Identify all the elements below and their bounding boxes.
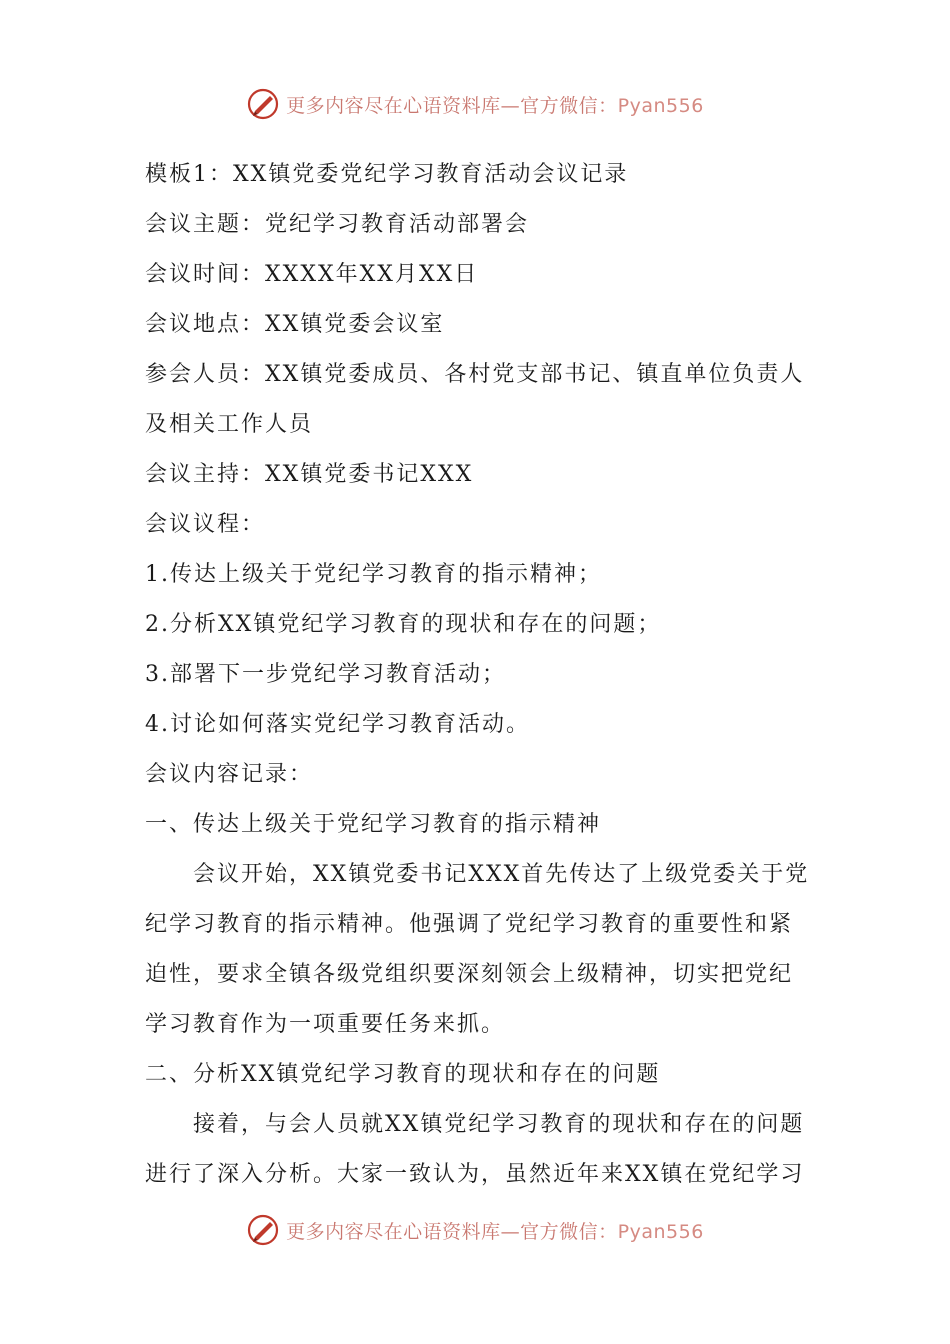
paragraph-line: 会议开始，XX镇党委书记XXX首先传达了上级党委关于党 (193, 862, 810, 887)
meeting-host: 会议主持：XX镇党委书记XXX (145, 462, 474, 487)
doc-title: 模板1：XX镇党委党纪学习教育活动会议记录 (145, 162, 629, 187)
record-heading: 会议内容记录： (145, 762, 314, 787)
watermark-contact: Pyan556 (617, 94, 704, 117)
paragraph-line: 进行了深入分析。大家一致认为，虽然近年来XX镇在党纪学习 (145, 1162, 805, 1187)
meeting-topic: 会议主题：党纪学习教育活动部署会 (145, 212, 530, 237)
agenda-heading: 会议议程： (145, 512, 266, 537)
watermark-text: 更多内容尽在心语资料库—官方微信：Pyan556 (286, 94, 704, 117)
meeting-location: 会议地点：XX镇党委会议室 (145, 312, 445, 337)
pen-logo-icon (246, 87, 280, 121)
paragraph-line: 接着，与会人员就XX镇党纪学习教育的现状和存在的问题 (193, 1112, 805, 1137)
section-heading: 二、分析XX镇党纪学习教育的现状和存在的问题 (145, 1062, 661, 1087)
meeting-time: 会议时间：XXXX年XX月XX日 (145, 262, 479, 287)
agenda-item: 3.部署下一步党纪学习教育活动； (145, 662, 506, 687)
attendees: 参会人员：XX镇党委成员、各村党支部书记、镇直单位负责人 (145, 362, 805, 387)
paragraph-line: 学习教育作为一项重要任务来抓。 (145, 1012, 506, 1037)
section-heading: 一、传达上级关于党纪学习教育的指示精神 (145, 812, 602, 837)
watermark-contact: Pyan556 (617, 1220, 704, 1243)
pen-logo-icon (246, 1213, 280, 1247)
agenda-item: 2.分析XX镇党纪学习教育的现状和存在的问题； (145, 612, 662, 637)
paragraph-line: 迫性，要求全镇各级党组织要深刻领会上级精神，切实把党纪 (145, 962, 794, 987)
paragraph-line: 纪学习教育的指示精神。他强调了党纪学习教育的重要性和紧 (145, 912, 794, 937)
watermark-header (0, 84, 950, 124)
attendees-continued: 及相关工作人员 (145, 412, 314, 437)
agenda-item: 1.传达上级关于党纪学习教育的指示精神； (145, 562, 602, 587)
agenda-item: 4.讨论如何落实党纪学习教育活动。 (145, 712, 530, 737)
document-body (145, 150, 810, 1200)
watermark-footer (0, 1210, 950, 1250)
watermark-text: 更多内容尽在心语资料库—官方微信：Pyan556 (286, 1220, 704, 1243)
